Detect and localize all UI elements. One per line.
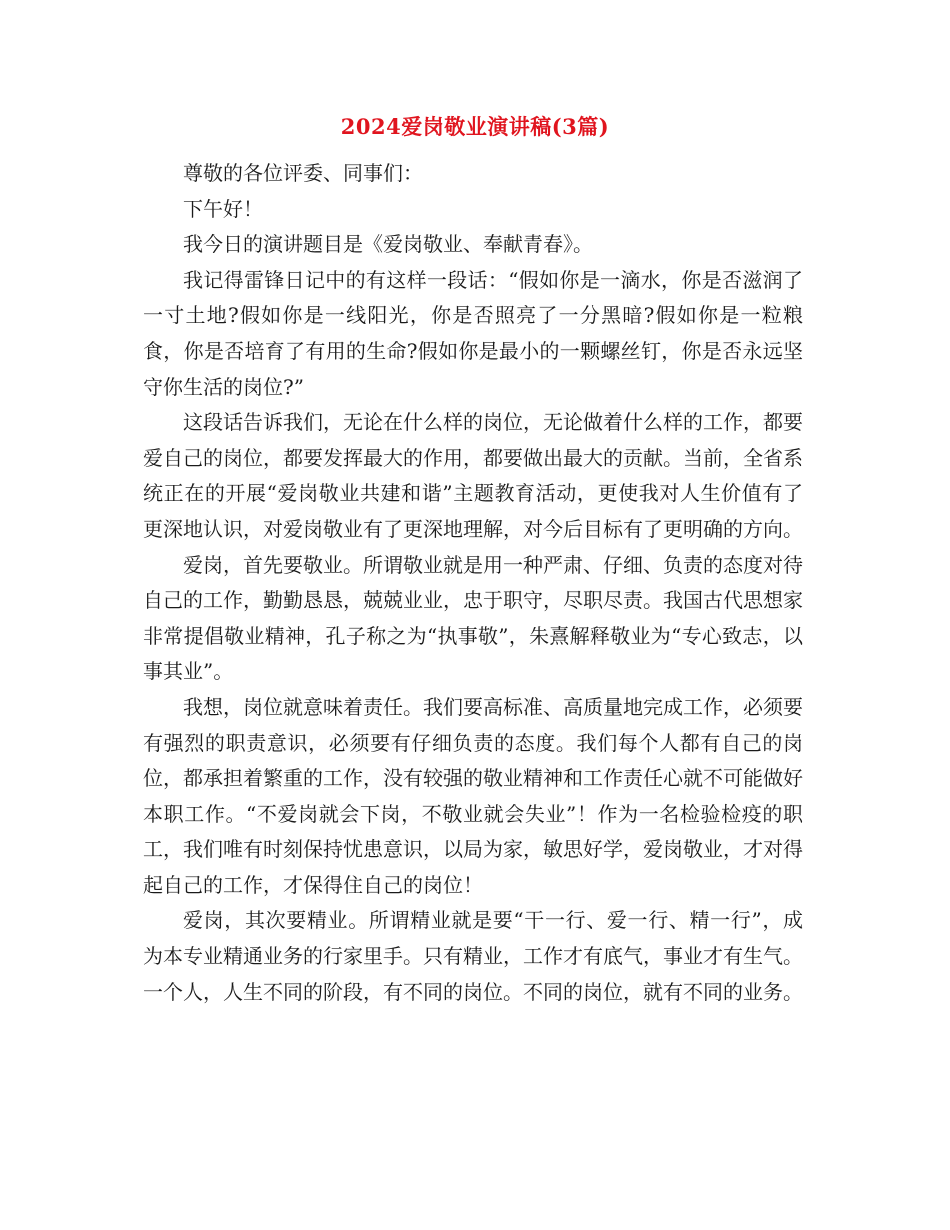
- paragraph-leifeng-quote: 我记得雷锋日记中的有这样一段话：“假如你是一滴水，你是否滋润了一寸土地?假如你是一线阳光，你是否照亮了一分黑暗?假如你是一粒粮食，你是否培育了有用的生命?假如你是最小的一颗螺丝钉，你是否永远坚守你生活的岗位?”: [143, 267, 803, 399]
- document-body: [143, 156, 803, 1010]
- paragraph-expertise: 爱岗，其次要精业。所谓精业就是要“干一行、爱一行、精一行”，成为本专业精通业务的行家里手。只有精业，工作才有底气，事业才有生气。一个人，人生不同的阶段，有不同的岗位。不同的岗位，就有不同的业务。: [143, 908, 803, 1004]
- paragraph-dedication: 爱岗，首先要敬业。所谓敬业就是用一种严肃、仔细、负责的态度对待自己的工作，勤勤恳恳，兢兢业业，忠于职守，尽职尽责。我国古代思想家非常提倡敬业精神，孔子称之为“执事敬”，朱熹解释敬业为“专心致志，以事其业”。: [143, 552, 803, 684]
- paragraph-responsibility: 我想，岗位就意味着责任。我们要高标准、高质量地完成工作，必须要有强烈的职责意识，必须要有仔细负责的态度。我们每个人都有自己的岗位，都承担着繁重的工作，没有较强的敬业精神和工作责任心就不可能做好本职工作。“不爱岗就会下岗，不敬业就会失业”！作为一名检验检疫的职工，我们唯有时刻保持忧患意识，以局为家，敏思好学，爱岗敬业，才对得起自己的工作，才保得住自己的岗位！: [143, 694, 803, 897]
- paragraph-topic: 我今日的演讲题目是《爱岗敬业、奉献青春》。: [183, 232, 593, 257]
- paragraph-salutation: 尊敬的各位评委、同事们：: [183, 161, 423, 185]
- document-title: 2024爱岗敬业演讲稿(3篇): [340, 114, 610, 139]
- paragraph-meaning: 这段话告诉我们，无论在什么样的岗位，无论做着什么样的工作，都要爱自己的岗位，都要发挥最大的作用，都要做出最大的贡献。当前，全省系统正在的开展“爱岗敬业共建和谐”主题教育活动，更使我对人生价值有了更深地认识，对爱岗敬业有了更深地理解，对今后目标有了更明确的方向。: [143, 410, 803, 541]
- paragraph-greeting: 下午好！: [183, 196, 263, 221]
